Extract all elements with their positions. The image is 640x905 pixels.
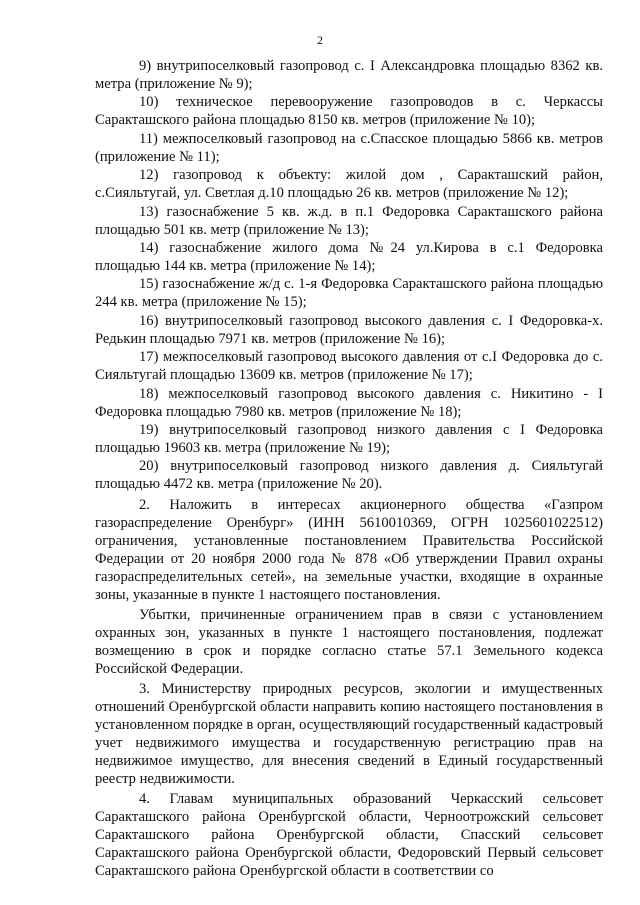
list-item-12: 12) газопровод к объекту: жилой дом , Саракташский район, с.Сияльтугай, ул. Светлая д.10 площадью 26 кв. метров (приложение № 12); [95, 167, 603, 202]
list-item-16: 16) внутрипоселковый газопровод высокого давления с. I Федоровка-х. Редькин площадью 7971 кв. метров (приложение № 16); [95, 312, 603, 347]
page-number: 2 [317, 33, 323, 47]
list-item-9: 9) внутрипоселковый газопровод с. I Александровка площадью 8362 кв. метра (приложение № 9); [95, 58, 603, 92]
list-item-15: 15) газоснабжение ж/д с. 1-я Федоровка Саракташского района площадью 244 кв. метра (приложение № 15); [95, 276, 603, 311]
list-item-18: 18) межпоселковый газопровод высокого давления с. Никитино - I Федоровка площадью 7980 кв. метров (приложение № 18); [95, 385, 603, 420]
paragraph-4-heads: 4. Главам муниципальных образований Черкасский сельсовет Саракташского района Оренбургской области, Черноотрожский сельсовет Саракташского района Оренбургской области, Спасский сельсовет Саракташского района Оренбургской области, Федоровский Первый сельсовет Саракташского района Оренбургской области в соответствии со [95, 791, 603, 879]
paragraph-3-ministry: 3. Министерству природных ресурсов, экологии и имущественных отношений Оренбургской области направить копию настоящего постановления в установленном порядке в орган, осуществляющий государственный кадастровый учет недвижимого имущества и государственную регистрацию прав на недвижимое имущество, для внесения сведений в Единый государственный реестр недвижимости. [95, 681, 603, 787]
list-item-14: 14) газоснабжение жилого дома №24 ул.Кирова в с.1 Федоровка площадью 144 кв. метра (приложение № 14); [95, 240, 603, 274]
list-item-10: 10) техническое перевооружение газопроводов в с. Черкассы Саракташского района площадью 8150 кв. метров (приложение № 10); [95, 94, 603, 129]
paragraph-losses: Убытки, причиненные ограничением прав в связи с установлением охранных зон, указанных в пункте 1 настоящего постановления, подлежат возмещению в срок и порядке согласно статье 57.1 Земельного кодекса Российской Федерации. [95, 607, 603, 678]
list-item-19: 19) внутрипоселковый газопровод низкого давления с I Федоровка площадью 19603 кв. метра (приложение № 19); [95, 422, 603, 456]
list-item-20: 20) внутрипоселковый газопровод низкого давления д. Сияльтугай площадью 4472 кв. метра (приложение № 20). [95, 458, 603, 493]
list-item-13: 13) газоснабжение 5 кв. ж.д. в п.1 Федоровка Саракташского района площадью 501 кв. метр (приложение № 13); [95, 203, 603, 238]
list-item-11: 11) межпоселковый газопровод на с.Спасское площадью 5866 кв. метров (приложение № 11); [95, 130, 603, 165]
list-item-17: 17) межпоселковый газопровод высокого давления от с.I Федоровка до с. Сияльтугай площадью 13609 кв. метров (приложение № 17); [95, 349, 603, 384]
document-body [95, 58, 603, 881]
paragraph-2-restrictions: 2. Наложить в интересах акционерного общества «Газпром газораспределение Оренбург» (ИНН 5610010369, ОГРН 1025601022512) ограничения, установленные постановлением Правительства Российской Федерации от 20 ноября 2000 года № 878 «Об утверждении Правил охраны газораспределительных сетей», на земельные участки, входящие в охранные зоны, указанные в пункте 1 настоящего постановления. [95, 497, 603, 603]
